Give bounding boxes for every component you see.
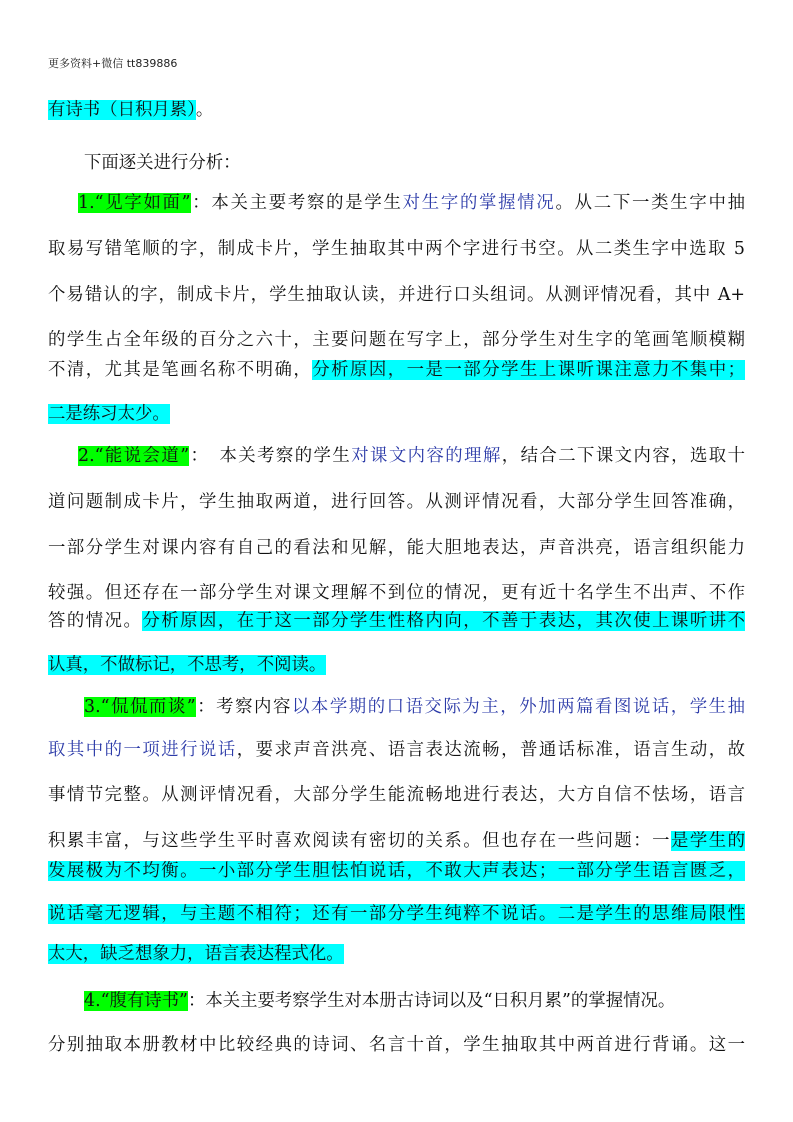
text-segment: 一部分学生对课内容有自己的看法和见解，能大胆地表达，声音洪亮，语言组织能力 [48, 538, 745, 558]
highlighted-text: 取其中的一项进行说话 [48, 740, 237, 760]
text-segment: ：考察内容 [195, 697, 292, 717]
text-line [48, 941, 745, 967]
text-line [48, 489, 745, 515]
text-line [48, 401, 745, 427]
text-segment: 的学生占全年级的百分之六十，主要问题在写字上，部分学生对生字的笔画笔顺模糊 [48, 330, 745, 350]
text-line [48, 580, 745, 606]
text-segment: ，结合二下课文内容，选取十 [501, 446, 745, 466]
text-line [48, 988, 745, 1014]
text-segment: 较强。但还存在一部分学生对课文理解不到位的情况，更有近十名学生不出声、不作 [48, 583, 745, 603]
text-segment: 个易错认的字，制成卡片，学生抽取认读，并进行口头组词。从测评情况看，其中 A+ [48, 285, 745, 305]
text-line [48, 694, 745, 720]
text-line [48, 327, 745, 353]
text-line [48, 828, 745, 854]
highlighted-text: 分析原因，一是一部分学生上课听课注意力不集中； [312, 360, 745, 380]
text-line [48, 858, 745, 884]
text-segment: 。从二下一类生字中抽 [555, 193, 745, 213]
text-segment: ：本关主要考察学生对本册古诗词以及“日积月累”的掌握情况。 [187, 991, 676, 1011]
text-segment: ，要求声音洪亮、语言表达流畅，普通话标准，语言生动，故 [236, 740, 745, 760]
text-segment: 。 [195, 100, 214, 120]
highlighted-text: 是学生的 [670, 831, 745, 851]
text-segment: 积累丰富，与这些学生平时喜欢阅读有密切的关系。但也存在一些问题：一 [48, 831, 671, 851]
highlighted-text: 分析原因，在于这一部分学生性格内向，不善于表达，其次使上课听讲不 [142, 611, 745, 631]
text-line [48, 443, 745, 469]
text-line [48, 652, 745, 678]
highlighted-text: 以本学期的口语交际为主，外加两篇看图说话，学生抽 [291, 697, 745, 717]
highlighted-text: 对课文内容的理解 [351, 446, 502, 466]
highlighted-text: 二是练习太少。 [48, 404, 170, 424]
text-line [48, 357, 745, 383]
text-line [48, 282, 745, 308]
text-line [48, 236, 745, 262]
page-header: 更多资料+微信 tt839886 [48, 57, 178, 70]
text-segment: 分别抽取本册教材中比较经典的诗词、名言十首，学生抽取其中两首进行背诵。这一 [48, 1035, 745, 1055]
highlighted-text: 对生字的掌握情况 [402, 193, 556, 213]
section-heading: 1.“见字如面” [78, 193, 191, 213]
text-segment: 下面逐关进行分析： [84, 153, 241, 173]
text-segment: ：本关主要考察的是学生 [190, 193, 403, 213]
text-segment: ： 本关考察的学生 [189, 446, 352, 466]
text-line [48, 901, 745, 927]
section-heading: 3.“侃侃而谈” [84, 697, 196, 717]
text-segment: 答的情况。 [48, 611, 143, 631]
text-line [48, 190, 745, 216]
text-segment: 取易写错笔顺的字，制成卡片，学生抽取其中两个字进行书空。从二类生字中选取 5 [48, 239, 745, 259]
text-line [48, 150, 745, 176]
text-segment: 不清，尤其是笔画名称不明确， [48, 360, 313, 380]
text-line [48, 737, 745, 763]
text-line [48, 608, 745, 634]
text-segment: 道问题制成卡片，学生抽取两道，进行回答。从测评情况看，大部分学生回答准确， [48, 492, 745, 512]
text-line [48, 782, 745, 808]
highlighted-text: 太大，缺乏想象力，语言表达程式化。 [48, 944, 344, 964]
text-line [48, 97, 745, 123]
highlighted-text: 说话毫无逻辑，与主题不相符；还有一部分学生纯粹不说话。二是学生的思维局限性 [48, 904, 745, 924]
highlighted-text: 认真，不做标记，不思考，不阅读。 [48, 655, 327, 675]
section-heading: 2.“能说会道” [78, 446, 190, 466]
text-line [48, 1032, 745, 1058]
section-heading: 4.“腹有诗书” [84, 991, 188, 1011]
highlighted-text: 有诗书（日积月累） [48, 100, 196, 120]
text-line [48, 535, 745, 561]
text-segment: 事情节完整。从测评情况看，大部分学生能流畅地进行表达，大方自信不怯场，语言 [48, 785, 745, 805]
highlighted-text: 发展极为不均衡。一小部分学生胆怯怕说话，不敢大声表达；一部分学生语言匮乏， [48, 861, 745, 881]
